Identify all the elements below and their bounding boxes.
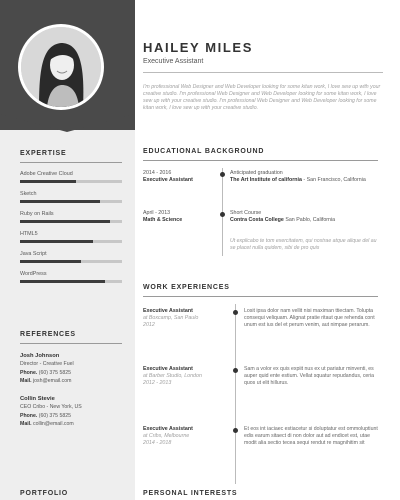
skill-bar [20, 220, 122, 223]
education-detail [230, 210, 380, 224]
mail-label: Mail. [20, 378, 32, 384]
education-years: April - 2013 [143, 210, 171, 216]
education-location: - San Francisco, California [301, 177, 366, 183]
education-location: San Pablo, California [283, 217, 336, 223]
job-title: Executive Assistant [143, 58, 204, 65]
education-role: Math & Science [143, 217, 183, 223]
skill-item [20, 231, 122, 243]
skill-name: Ruby on Rails [20, 211, 54, 217]
skill-bar-fill [20, 240, 93, 243]
work-role: Executive Assistant [143, 366, 193, 372]
skill-bar-fill [20, 280, 105, 283]
work-company: at Boxcamp, San Paulo [143, 315, 199, 321]
phone-value: (60) 375 5825 [38, 370, 72, 376]
skill-name: WordPress [20, 271, 47, 277]
skill-name: HTML5 [20, 231, 38, 237]
skill-bar [20, 180, 122, 183]
work-company: at Cribs, Melbourne [143, 433, 190, 439]
education-title: EDUCATIONAL BACKGROUND [143, 148, 265, 155]
skill-name: Sketch [20, 191, 37, 197]
avatar-photo [21, 27, 101, 107]
phone-value: (60) 375 5825 [38, 413, 72, 419]
education-school: Contra Costa College [230, 217, 284, 223]
expertise-divider [20, 162, 122, 163]
portrait-image [21, 27, 101, 107]
skill-item [20, 271, 122, 283]
skill-item [20, 191, 122, 203]
timeline-dot [233, 368, 238, 373]
reference-phone [20, 413, 122, 419]
portfolio-section [20, 490, 122, 497]
education-detail [230, 170, 380, 184]
work-meta [143, 426, 218, 447]
skill-bar-fill [20, 180, 76, 183]
work-role: Executive Assistant [143, 426, 193, 432]
education-status: Short Course [230, 210, 262, 216]
work-description: Et eos int iaciaec estiacetur si doluptatur est ommoluptiunt edis earum sitaect di non dolor aut ad endicet est, utae modit alia sectio tecea sequi rendut re magnihitim sit [244, 426, 378, 446]
skill-list [20, 171, 122, 283]
work-company: at Barber Studio, London [143, 373, 202, 379]
timeline-dot [220, 172, 225, 177]
references-title: REFERENCES [20, 331, 76, 338]
mail-value[interactable]: josh@email.com [32, 378, 72, 384]
education-status: Anticipated graduation [230, 170, 283, 176]
reference-mail [20, 421, 122, 427]
expertise-section [20, 150, 122, 283]
skill-bar [20, 200, 122, 203]
portfolio-title: PORTFOLIO [20, 490, 69, 497]
reference-item [20, 396, 122, 427]
references-divider [20, 343, 122, 344]
reference-name: Collin Stevie [20, 396, 55, 402]
work-year: 2012 [143, 322, 155, 328]
reference-name: Josh Johnson [20, 353, 60, 359]
mail-value[interactable]: collin@email.com [32, 421, 74, 427]
work-year: 2014 - 2018 [143, 440, 172, 446]
work-role: Executive Assistant [143, 308, 193, 314]
education-school: The Art Institute of california [230, 177, 302, 183]
skill-bar-fill [20, 200, 100, 203]
education-note: Ut explicabo te tom exercitatem, qui nostrae atque alique del au se placet nulla quidem, sibi de pro quis [230, 238, 377, 251]
phone-label: Phone. [20, 370, 38, 376]
reference-item [20, 353, 122, 384]
work-divider [143, 296, 378, 297]
candidate-name: HAILEY MILES [143, 40, 253, 55]
education-school-line [230, 217, 380, 224]
work-meta [143, 366, 218, 387]
work-title: WORK EXPERIENCES [143, 284, 230, 291]
work-timeline [235, 304, 236, 484]
skill-bar [20, 260, 122, 263]
title-divider [143, 72, 383, 73]
skill-item [20, 171, 122, 183]
education-meta [143, 170, 213, 184]
reference-mail [20, 378, 122, 384]
interests-title: PERSONAL INTERESTS [143, 490, 238, 497]
skill-bar [20, 280, 122, 283]
education-divider [143, 160, 378, 161]
timeline-dot [233, 310, 238, 315]
skill-bar [20, 240, 122, 243]
skill-bar-fill [20, 220, 110, 223]
timeline-dot [233, 428, 238, 433]
reference-role: CEO Cribo - New York, US [20, 404, 82, 410]
timeline-dot [220, 212, 225, 217]
reference-phone [20, 370, 122, 376]
work-description: Sam a volor ex quis expiit nus ex ut pariatur minventi, es auper quid ente estium. Vellat squatur repudandus, ceria quos ut elit hillurus. [244, 366, 375, 386]
education-school-line [230, 177, 380, 184]
reference-role: Director - Creative Fuel [20, 361, 74, 367]
sidebar-chevron [0, 114, 134, 132]
work-meta [143, 308, 218, 329]
mail-label: Mail. [20, 421, 32, 427]
skill-name: Java Script [20, 251, 47, 257]
avatar [18, 24, 104, 110]
work-year: 2012 - 2013 [143, 380, 172, 386]
intro-text: I'm professional Web Designer and Web Developer looking for some kitan work, I love sew up with your creative studio. I'm professional Web Designer and Web Developer looking for some kitan work, I love sew up with your creative studio. I'm professional Web Designer and Web Developer looking for some kitan work, I love sew up with your creative studio. [143, 84, 381, 111]
work-description: Losit ipsa dolor nam vellit nisi maximan ttiectam. Tolupta consequi veliquam. Alignat pratie ritaut que rehenda cont unum est ius del et perum venim, aut nimpae perarum. [244, 308, 375, 328]
skill-item [20, 211, 122, 223]
references-section [20, 331, 122, 427]
expertise-title: EXPERTISE [20, 150, 67, 157]
skill-bar-fill [20, 260, 81, 263]
education-meta [143, 210, 213, 224]
skill-item [20, 251, 122, 263]
phone-label: Phone. [20, 413, 38, 419]
education-years: 2014 - 2016 [143, 170, 172, 176]
skill-name: Adobe Creative Cloud [20, 171, 73, 177]
education-role: Executive Assistant [143, 177, 193, 183]
